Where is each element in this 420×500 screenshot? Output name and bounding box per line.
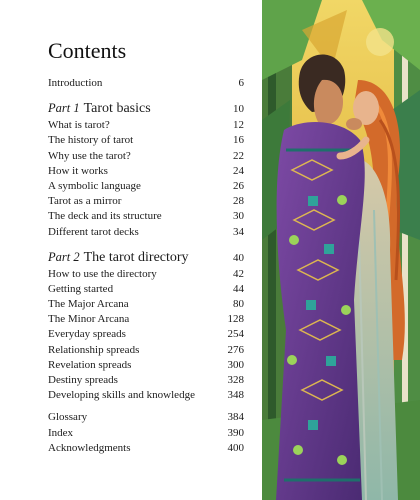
toc-entry-label: Developing skills and knowledge: [48, 389, 195, 402]
toc-entry-page: 328: [227, 374, 244, 386]
toc-entry-label: How it works: [48, 164, 108, 177]
toc-entry[interactable]: [48, 133, 244, 148]
toc-entry-page: 40: [233, 251, 244, 264]
toc-entry-label: Revelation spreads: [48, 358, 132, 371]
toc-entry-label: The Minor Arcana: [48, 313, 130, 326]
toc-entry[interactable]: [48, 118, 244, 133]
toc-entry-acknowledgments[interactable]: [48, 441, 244, 456]
toc-entry-page: 254: [227, 328, 244, 341]
toc-entry-label: The Major Arcana: [48, 298, 129, 311]
toc-part-1-heading[interactable]: [48, 98, 244, 118]
toc-entry[interactable]: [48, 297, 244, 312]
toc-entry-page: 30: [233, 210, 244, 223]
toc-entry-page: 44: [233, 282, 244, 295]
toc-entry[interactable]: [48, 358, 244, 373]
toc-entry-glossary[interactable]: [48, 410, 244, 425]
toc-entry-label: Everyday spreads: [48, 328, 126, 341]
toc-entry-page: 26: [233, 179, 244, 192]
toc-entry-page: 128: [227, 313, 244, 326]
toc-entry[interactable]: [48, 327, 244, 342]
toc-entry[interactable]: [48, 194, 244, 209]
toc-entry-index[interactable]: [48, 426, 244, 441]
toc-entry-label: The deck and its structure: [48, 210, 162, 223]
toc-entry[interactable]: [48, 209, 244, 224]
toc-entry-label: The history of tarot: [48, 134, 134, 147]
toc-entry-label: A symbolic language: [48, 179, 141, 192]
toc-entry-label: What is tarot?: [48, 119, 110, 132]
toc-entry-page: 348: [227, 389, 244, 402]
page-title: Contents: [48, 38, 127, 63]
toc-entry-page: 300: [227, 358, 244, 371]
toc-entry[interactable]: [48, 267, 244, 282]
toc-entry[interactable]: [48, 179, 244, 194]
toc-entry-label: Destiny spreads: [48, 374, 118, 386]
toc-entry[interactable]: [48, 388, 244, 403]
toc-entry[interactable]: [48, 282, 244, 297]
toc-entry-page: 10: [233, 103, 244, 116]
toc-entry-page: 80: [233, 298, 244, 311]
part-number: Part 1: [48, 101, 80, 116]
toc-entry-introduction[interactable]: [48, 76, 244, 91]
part-title: The tarot directory: [83, 249, 189, 265]
toc-part-2-heading[interactable]: [48, 247, 244, 267]
toc-entry[interactable]: [48, 149, 244, 164]
toc-entry[interactable]: [48, 225, 244, 240]
toc-entry-label: Acknowledgments: [48, 441, 131, 454]
toc-entry-page: 276: [227, 343, 244, 356]
part-number: Part 2: [48, 249, 80, 264]
toc-entry-label: Why use the tarot?: [48, 149, 131, 162]
toc-entry-label: Introduction: [48, 77, 103, 89]
toc-entry-label: Different tarot decks: [48, 225, 139, 238]
toc-entry-label: Glossary: [48, 411, 88, 424]
toc-entry-page: 28: [233, 195, 244, 208]
toc-entry-page: 384: [227, 411, 244, 424]
toc-entry[interactable]: [48, 312, 244, 327]
toc-entry-page: 12: [233, 119, 244, 132]
toc-entry[interactable]: [48, 164, 244, 179]
toc-entry-page: 6: [238, 77, 244, 89]
toc-entry-page: 24: [233, 164, 244, 177]
part-title: Tarot basics: [83, 101, 151, 117]
embracing-couple-illustration: [262, 0, 420, 500]
toc-entry-page: 34: [233, 225, 244, 238]
toc-entry-page: 400: [227, 441, 244, 454]
toc-entry[interactable]: [48, 373, 244, 388]
toc-entry-label: Tarot as a mirror: [48, 195, 122, 208]
table-of-contents: [48, 38, 244, 456]
toc-entry-label: How to use the directory: [48, 267, 157, 280]
toc-entry-page: 22: [233, 149, 244, 162]
toc-entry-page: 42: [233, 267, 244, 280]
toc-entry-page: 390: [227, 426, 244, 439]
toc-entry-label: Getting started: [48, 282, 114, 295]
toc-entry[interactable]: [48, 343, 244, 358]
toc-entry-page: 16: [233, 134, 244, 147]
toc-entry-label: Index: [48, 426, 74, 439]
toc-entry-label: Relationship spreads: [48, 343, 140, 356]
